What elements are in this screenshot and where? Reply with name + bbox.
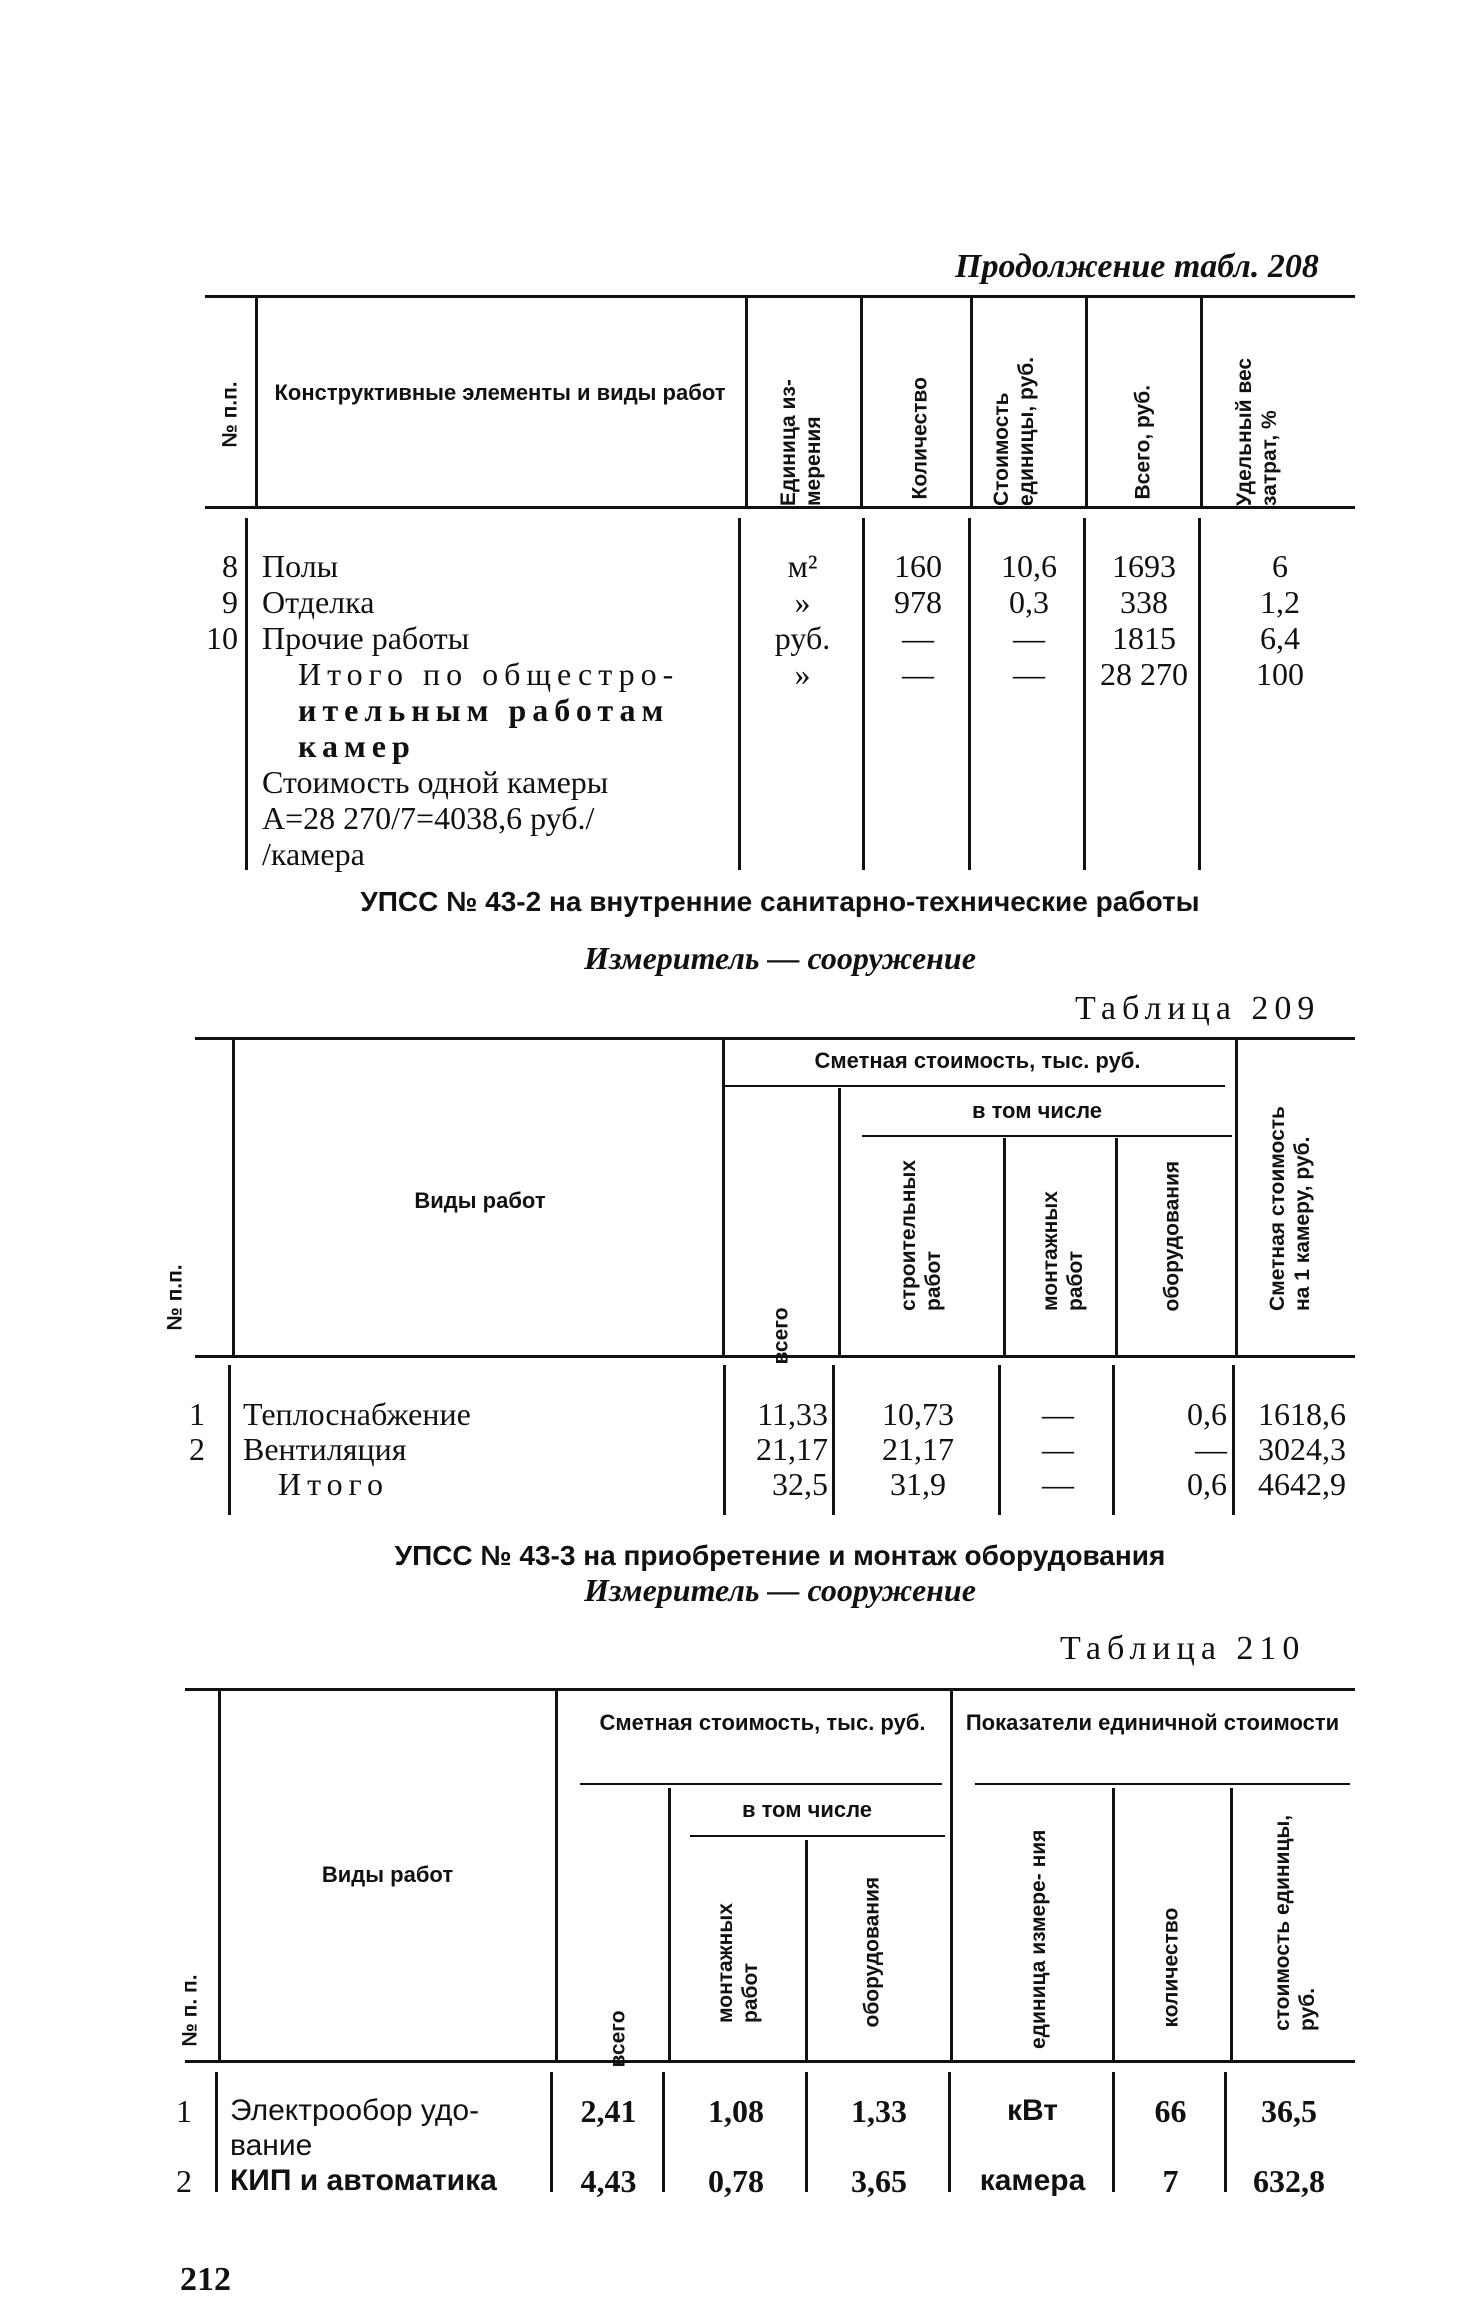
t209-row-num: 1 <box>189 1396 205 1432</box>
t210-top-rule <box>185 1688 1355 1691</box>
t210-row-name-cont: вание <box>230 2129 313 2162</box>
t208-row-unit: » <box>794 656 811 692</box>
t210-subrule <box>580 1783 942 1785</box>
t209-measure: Измеритель — сооружение <box>584 940 976 976</box>
t209-row-per-cam: 4642,9 <box>1258 1466 1346 1502</box>
t210-divider <box>1230 1788 1233 2063</box>
t209-row-all: 11,33 <box>757 1396 828 1432</box>
t210-row-qty: 7 <box>1162 2163 1179 2199</box>
t209-hdr-constr: строительных работ <box>897 1159 945 1311</box>
t208-row-unit: » <box>794 584 811 620</box>
t210-hdr-works: Виды работ <box>321 1862 454 1887</box>
t208-hdr-unit-cost: Стоимость единицы, руб. <box>990 356 1038 506</box>
t208-top-rule <box>205 295 1355 298</box>
t209-hdr-num: № п.п. <box>163 1264 187 1331</box>
t208-row-total: 338 <box>1120 584 1168 620</box>
t210-row-unit: камера <box>979 2164 1086 2197</box>
t210-row-unit-cost: 632,8 <box>1253 2163 1325 2199</box>
t210-hdr-incl: в том числе <box>741 1797 873 1822</box>
t209-row-mount: — <box>1042 1466 1074 1502</box>
t209-row-name-total: Итого <box>278 1466 389 1502</box>
t208-row-cost: 10,6 <box>1001 548 1057 584</box>
t208-body-divider <box>1083 518 1086 870</box>
t208-divider <box>1200 298 1203 508</box>
t209-row-constr: 10,73 <box>882 1396 954 1432</box>
t209-body-divider <box>228 1365 231 1515</box>
t209-hdr-works: Виды работ <box>414 1188 546 1213</box>
t208-row-share: 100 <box>1256 656 1304 692</box>
t208-divider <box>255 298 258 508</box>
t210-hdr-qty: количество <box>1159 1907 1183 2028</box>
t209-row-constr: 21,17 <box>882 1431 954 1467</box>
t208-row-cost: — <box>1013 656 1045 692</box>
t210-row-unit: кВт <box>1007 2094 1058 2127</box>
t210-divider <box>218 1691 221 2063</box>
t208-body-divider <box>245 518 248 870</box>
t209-row-equip: — <box>1195 1431 1227 1467</box>
t209-hdr-mount: монтажных работ <box>1039 1191 1087 1311</box>
t208-row-num: 8 <box>222 548 238 584</box>
t210-divider <box>805 1840 808 2063</box>
t208-row-share: 1,2 <box>1260 584 1300 620</box>
t209-subrule <box>725 1085 1225 1087</box>
t209-top-rule <box>195 1037 1355 1040</box>
t210-table-number: Таблица 210 <box>1060 1630 1306 1667</box>
t208-row-unit: руб. <box>774 620 831 656</box>
t208-row-qty: 978 <box>894 584 942 620</box>
t210-body-divider <box>1112 2072 1115 2192</box>
t210-hdr-indicators: Показатели единичной стоимости <box>965 1710 1340 1735</box>
t209-title: УПСС № 43-2 на внутренние санитарно-технические работы <box>360 886 1200 917</box>
t208-row-total: 1815 <box>1112 620 1176 656</box>
t210-row-all: 4,43 <box>580 2163 637 2199</box>
t208-row-name: Полы <box>262 548 339 584</box>
t209-divider <box>1235 1040 1238 1358</box>
t208-row-qty: — <box>902 656 934 692</box>
t208-body-divider <box>1198 518 1201 870</box>
t208-hdr-num: № п.п. <box>218 381 242 448</box>
t210-body-divider <box>1224 2072 1227 2192</box>
t209-body-divider <box>832 1365 835 1515</box>
t210-body-divider <box>215 2072 218 2192</box>
t208-hdr-unit: Единица из- мерения <box>777 379 825 506</box>
t209-hdr-all: всего <box>769 1307 793 1365</box>
t208-row-share: 6,4 <box>1260 620 1300 656</box>
t208-body-divider <box>738 518 741 870</box>
t209-table-number: Таблица 209 <box>1075 990 1321 1027</box>
t209-row-mount: — <box>1042 1431 1074 1467</box>
t208-divider <box>860 298 863 508</box>
t210-hdr-unit: единица измере- ния <box>1027 1829 1050 2049</box>
t210-hdr-all: всего <box>606 2010 630 2068</box>
t209-divider <box>722 1040 725 1358</box>
t208-hdr-share: Удельный вес затрат, % <box>1233 357 1281 506</box>
t208-row-share: 6 <box>1272 548 1288 584</box>
t209-hdr-incl: в том числе <box>971 1098 1103 1123</box>
t209-hdr-est-cost: Сметная стоимость, тыс. руб. <box>814 1048 1141 1073</box>
t210-header-rule <box>185 2060 1355 2063</box>
t210-divider <box>950 1691 953 2063</box>
t209-row-name: Теплоснабжение <box>243 1396 471 1432</box>
t208-row-qty: 160 <box>894 548 942 584</box>
t210-subrule <box>690 1835 945 1837</box>
t209-row-per-cam: 1618,6 <box>1258 1396 1346 1432</box>
t209-row-equip: 0,6 <box>1187 1396 1227 1432</box>
t209-row-equip: 0,6 <box>1187 1466 1227 1502</box>
t209-row-constr: 31,9 <box>890 1466 946 1502</box>
t210-hdr-num: № п. п. <box>178 1974 202 2047</box>
page-number: 212 <box>180 2261 231 2298</box>
t210-row-name: Электрообор удо- <box>230 2094 480 2127</box>
t209-divider <box>1115 1138 1118 1358</box>
t208-hdr-total: Всего, руб. <box>1131 384 1155 500</box>
t208-divider <box>745 298 748 508</box>
t208-note-line2: А=28 270/7=4038,6 руб./ <box>262 800 595 836</box>
t209-body-divider <box>1232 1365 1235 1515</box>
t209-body-divider <box>998 1365 1001 1515</box>
t208-row-num: 9 <box>222 584 238 620</box>
t210-body-divider <box>805 2072 808 2192</box>
t209-hdr-equip: оборудования <box>1160 1160 1184 1312</box>
t208-header-rule <box>205 506 1355 509</box>
t210-divider <box>1112 1788 1115 2063</box>
t210-row-mount: 0,78 <box>708 2163 764 2199</box>
t209-divider <box>838 1088 841 1358</box>
t210-hdr-mount: монтажных работ <box>714 1903 762 2023</box>
t208-row-total: 28 270 <box>1100 656 1188 692</box>
t210-row-mount: 1,08 <box>708 2093 764 2129</box>
t208-row-qty: — <box>902 620 934 656</box>
t209-divider <box>1003 1138 1006 1358</box>
t210-row-equip: 1,33 <box>851 2093 907 2129</box>
t209-row-per-cam: 3024,3 <box>1258 1431 1346 1467</box>
t210-row-unit-cost: 36,5 <box>1261 2093 1317 2129</box>
t210-row-qty: 66 <box>1154 2093 1187 2129</box>
t209-row-num: 2 <box>189 1431 205 1467</box>
t210-row-all: 2,41 <box>580 2093 637 2129</box>
t208-row-unit: м² <box>787 548 818 584</box>
t208-row-total: 1693 <box>1112 548 1176 584</box>
t208-note-line3: /камера <box>262 836 365 872</box>
t210-body-divider <box>662 2072 665 2192</box>
t208-hdr-elements: Конструктивные элементы и виды работ <box>274 380 726 405</box>
t209-hdr-per-cam: Сметная стоимость на 1 камеру, руб. <box>1266 1106 1314 1311</box>
t210-title: УПСС № 43-3 на приобретение и монтаж оборудования <box>394 1540 1166 1571</box>
t208-row-cost: 0,3 <box>1009 584 1049 620</box>
t209-subrule <box>862 1135 1232 1137</box>
continuation-caption: Продолжение табл. 208 <box>955 248 1319 285</box>
t210-subrule <box>975 1783 1350 1785</box>
t208-row-name: Прочие работы <box>262 620 470 656</box>
t210-body-divider <box>550 2072 553 2192</box>
t208-itogo-line1: Итого по общестро- <box>298 656 680 692</box>
t208-note-line1: Стоимость одной камеры <box>262 764 609 800</box>
t208-row-cost: — <box>1013 620 1045 656</box>
t208-body-divider <box>968 518 971 870</box>
t210-hdr-est-cost: Сметная стоимость, тыс. руб. <box>599 1710 926 1735</box>
t209-row-name: Вентиляция <box>243 1431 407 1467</box>
t208-divider <box>1085 298 1088 508</box>
t208-body-divider <box>862 518 865 870</box>
t210-hdr-unit-cost: стоимость единицы, руб. <box>1271 1814 1319 2031</box>
t208-row-num: 10 <box>206 620 238 656</box>
t210-row-num: 1 <box>176 2093 192 2129</box>
t210-row-num: 2 <box>176 2163 192 2199</box>
t210-row-name: КИП и автоматика <box>230 2164 497 2197</box>
t209-divider <box>232 1040 235 1358</box>
t210-row-equip: 3,65 <box>851 2163 907 2199</box>
t209-row-all: 32,5 <box>772 1466 828 1502</box>
t209-row-all: 21,17 <box>756 1431 828 1467</box>
t208-hdr-qty: Количество <box>908 377 932 500</box>
t210-body-divider <box>948 2072 951 2192</box>
t210-divider <box>668 1788 671 2063</box>
t208-divider <box>970 298 973 508</box>
t210-measure: Измеритель — сооружение <box>584 1572 976 1608</box>
t208-itogo-line2: ительным работам <box>298 692 670 728</box>
t208-itogo-line3: камер <box>298 728 416 764</box>
t208-row-name: Отделка <box>262 584 375 620</box>
t209-row-mount: — <box>1042 1396 1074 1432</box>
t210-hdr-equip: оборудования <box>860 1876 884 2028</box>
t210-divider <box>555 1691 558 2063</box>
